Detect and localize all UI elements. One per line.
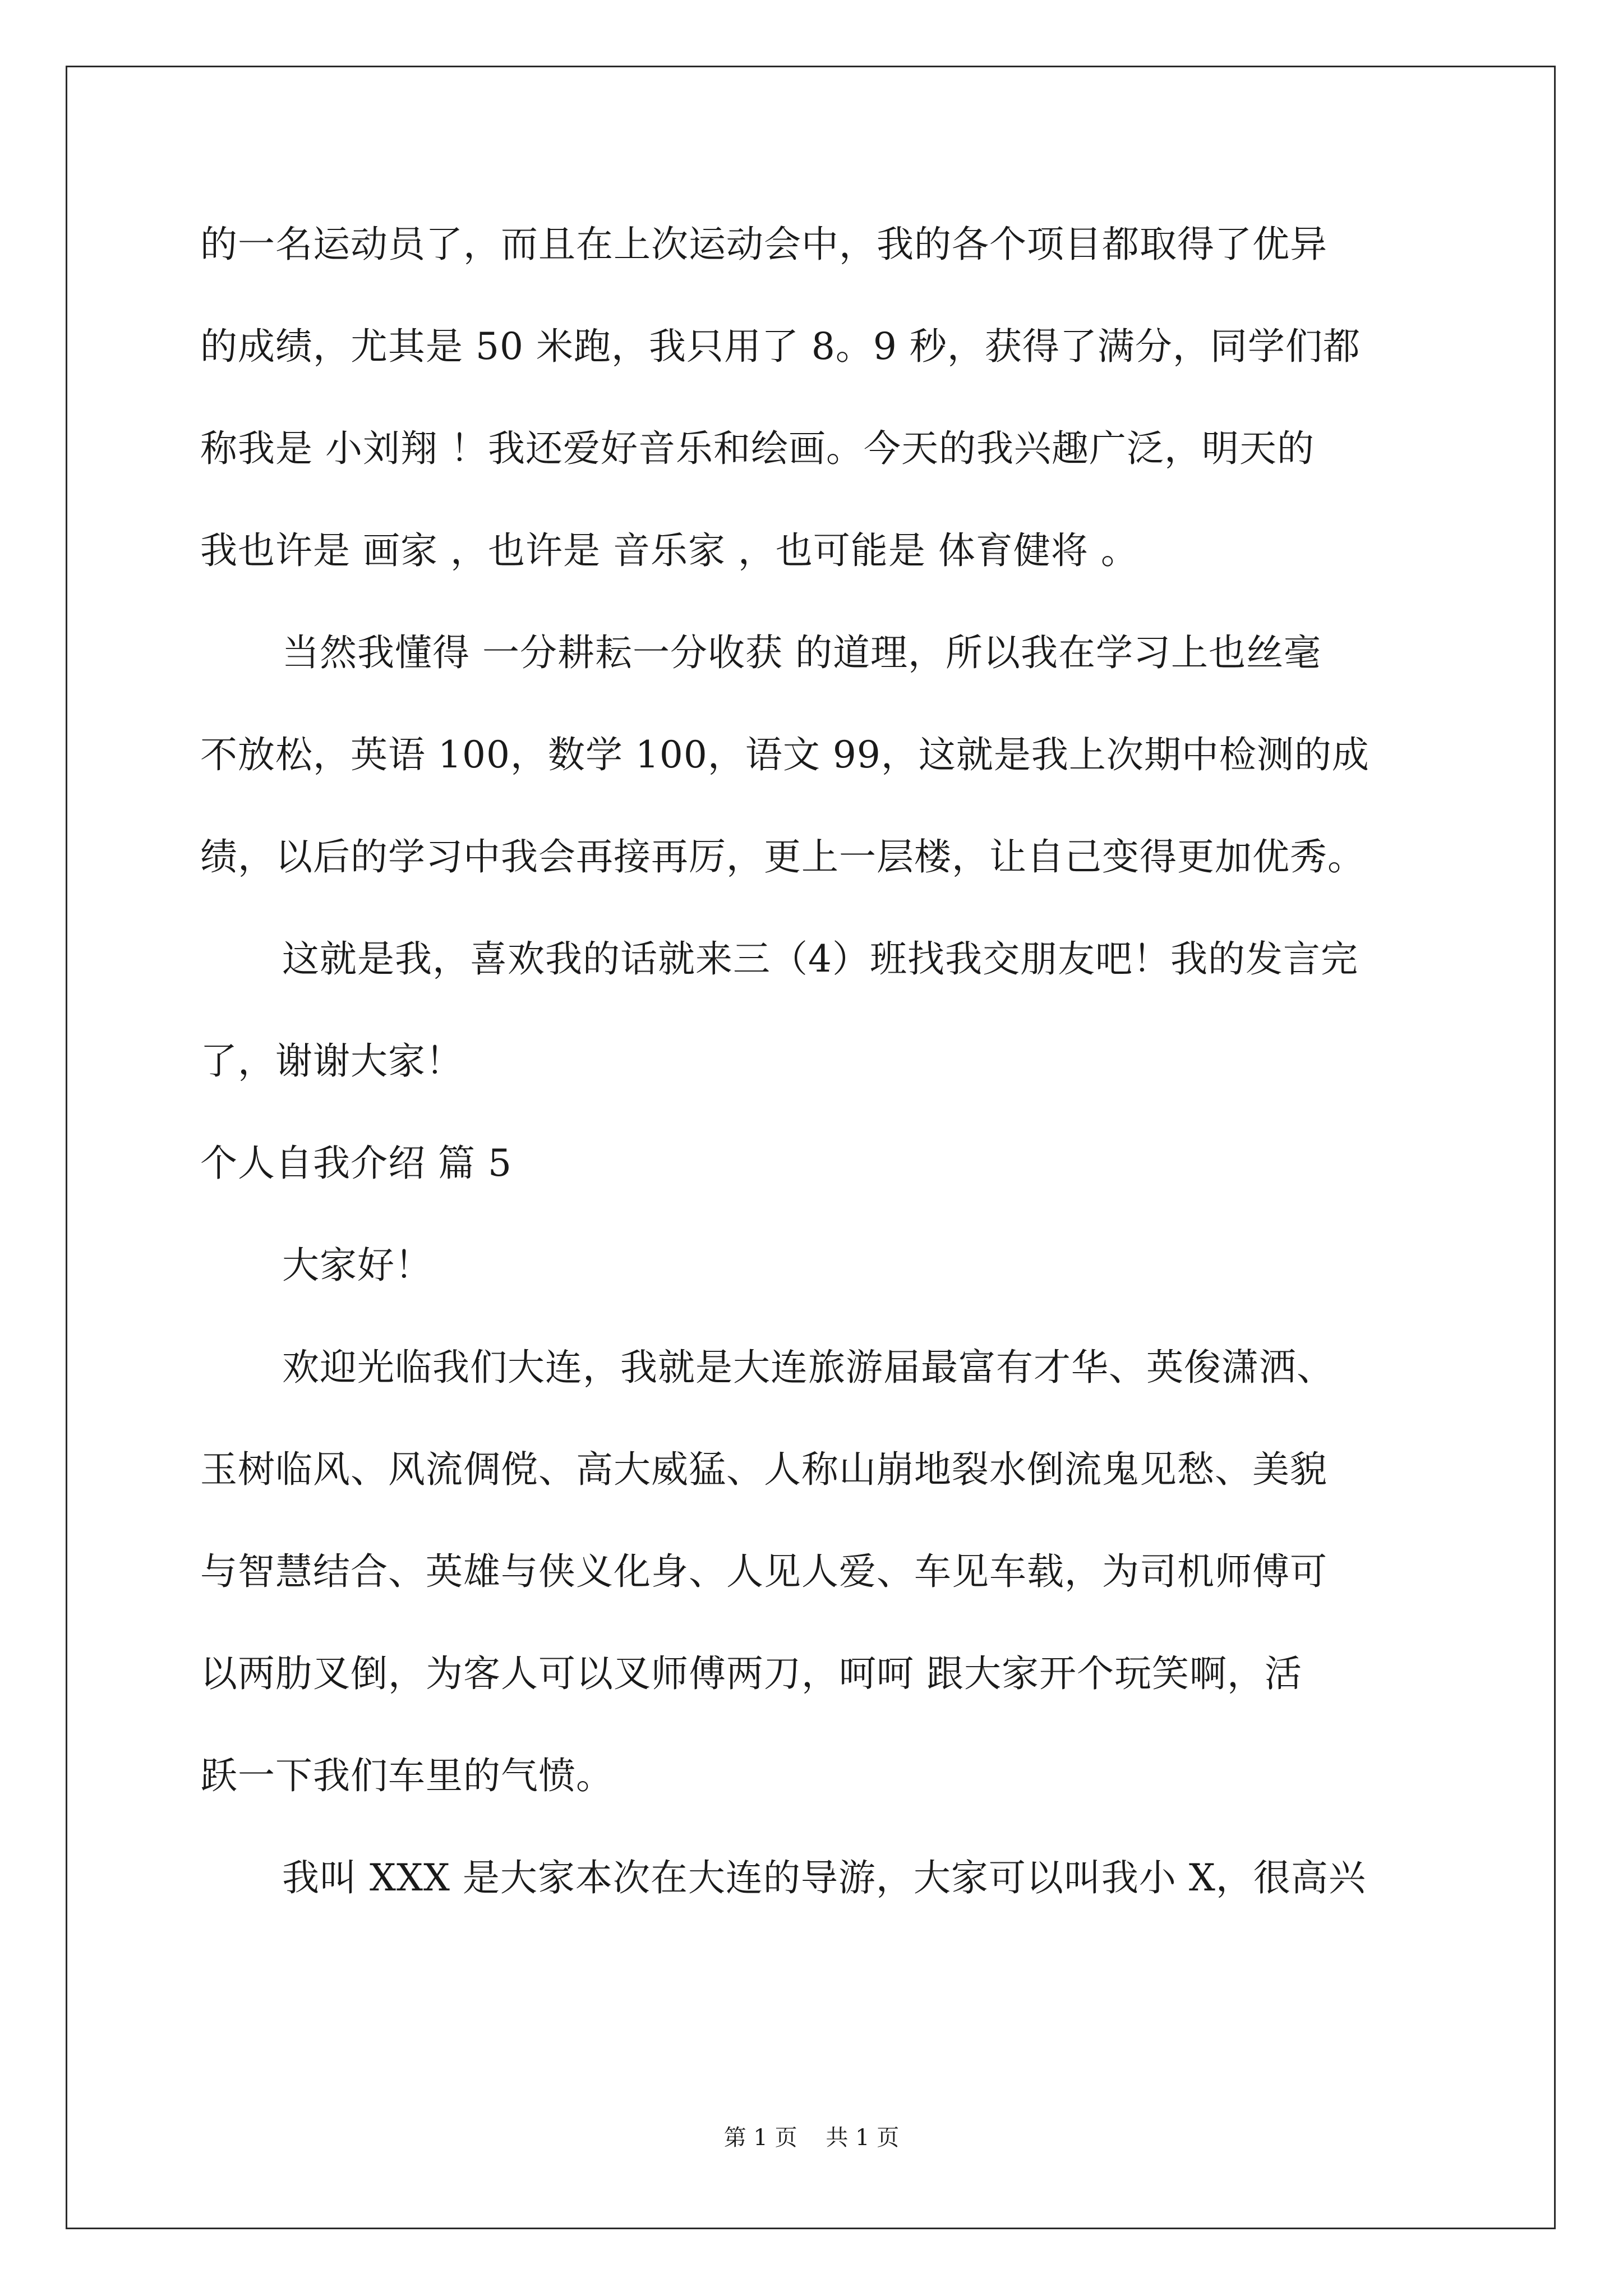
page-footer: 第 1 页 共 1 页 [723, 2125, 900, 2151]
paragraph-line: 不放松，英语 100，数学 100，语文 99，这就是我上次期中检测的成 [200, 733, 1370, 776]
paragraph-line: 跃一下我们车里的气愤。 [200, 1754, 614, 1797]
section-heading: 个人自我介绍 篇 5 [200, 1142, 512, 1185]
paragraph-line: 我叫 XXX 是大家本次在大连的导游，大家可以叫我小 X，很高兴 [282, 1856, 1366, 1899]
paragraph-line: 绩，以后的学习中我会再接再厉，更上一层楼，让自己变得更加优秀。 [200, 835, 1365, 878]
paragraph-line: 当然我懂得 一分耕耘一分收获 的道理，所以我在学习上也丝毫 [282, 631, 1321, 674]
paragraph-line: 玉树临风、风流倜傥、高大威猛、人称山崩地裂水倒流鬼见愁、美貌 [200, 1448, 1327, 1491]
paragraph-line: 的成绩，尤其是 50 米跑，我只用了 8。9 秒，获得了满分，同学们都 [200, 325, 1361, 368]
paragraph-line: 的一名运动员了，而且在上次运动会中，我的各个项目都取得了优异 [200, 223, 1327, 266]
paragraph-line: 以两肋叉倒，为客人可以叉师傅两刀，呵呵 跟大家开个玩笑啊，活 [200, 1652, 1302, 1695]
paragraph-line: 欢迎光临我们大连，我就是大连旅游届最富有才华、英俊潇洒、 [282, 1346, 1334, 1389]
paragraph-line: 了，谢谢大家！ [200, 1039, 463, 1083]
paragraph-line: 这就是我，喜欢我的话就来三（4）班找我交朋友吧！我的发言完 [282, 937, 1358, 981]
paragraph-line: 与智慧结合、英雄与侠义化身、人见人爱、车见车载，为司机师傅可 [200, 1550, 1327, 1593]
paragraph-line: 称我是 小刘翔 ！我还爱好音乐和绘画。今天的我兴趣广泛，明天的 [200, 427, 1315, 470]
paragraph-line: 大家好！ [282, 1244, 432, 1287]
paragraph-line: 我也许是 画家 ，也许是 音乐家 ，也可能是 体育健将 。 [200, 529, 1138, 572]
